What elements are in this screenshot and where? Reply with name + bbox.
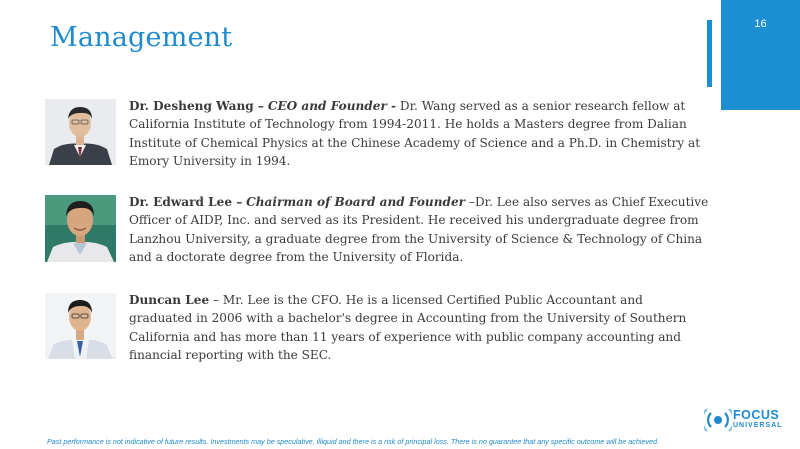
- portrait-photo: [45, 195, 116, 262]
- page-number: 16: [754, 18, 767, 30]
- person-bio: [129, 291, 709, 365]
- accent-bar: [707, 20, 712, 87]
- person-role: Chairman of Board and Founder: [246, 195, 466, 209]
- logo-mark-icon: [704, 405, 732, 435]
- portrait-photo: [45, 99, 116, 165]
- person-bio: [129, 97, 709, 171]
- logo-text-universal: UNIVERSAL: [733, 422, 783, 429]
- page-title: Management: [50, 22, 233, 53]
- person-name: Duncan Lee: [129, 293, 210, 307]
- focus-universal-logo: [704, 405, 794, 435]
- person-name: Dr. Edward Lee –: [129, 195, 243, 209]
- person-bio: [129, 193, 709, 267]
- portrait-photo: [45, 293, 116, 359]
- person-name: Dr. Desheng Wang –: [129, 99, 264, 113]
- person-description: –Dr. Lee also serves as Chief Executive Officer of AIDP, Inc. and served as its President. He received his undergraduate degree from Lanzhou University, a graduate degree from the University of Science & Technology of China and a doctorate degree from the University of Florida.: [129, 195, 709, 265]
- footer-disclaimer: Past performance is not indicative of future results. Investments may be speculative, illiquid and there is a risk of principal loss. There is no guarantee that any specific outcome will be achieved.: [47, 437, 660, 446]
- logo-text-focus: FOCUS: [733, 408, 780, 422]
- person-description: – Mr. Lee is the CFO. He is a licensed Certified Public Accountant and graduated in 2006 with a bachelor's degree in Accounting from the University of Southern California and has more than 11 years of experience with public company accounting and financial reporting with the SEC.: [129, 293, 687, 363]
- person-description: Dr. Wang served as a senior research fellow at California Institute of Technology from 1994-2011. He holds a Masters degree from Dalian Institute of Chemical Physics at the Chinese Academy of Science and a Ph.D. in Chemistry at Emory University in 1994.: [129, 99, 701, 169]
- person-role: CEO and Founder -: [267, 99, 397, 113]
- page-number-box: [721, 0, 800, 110]
